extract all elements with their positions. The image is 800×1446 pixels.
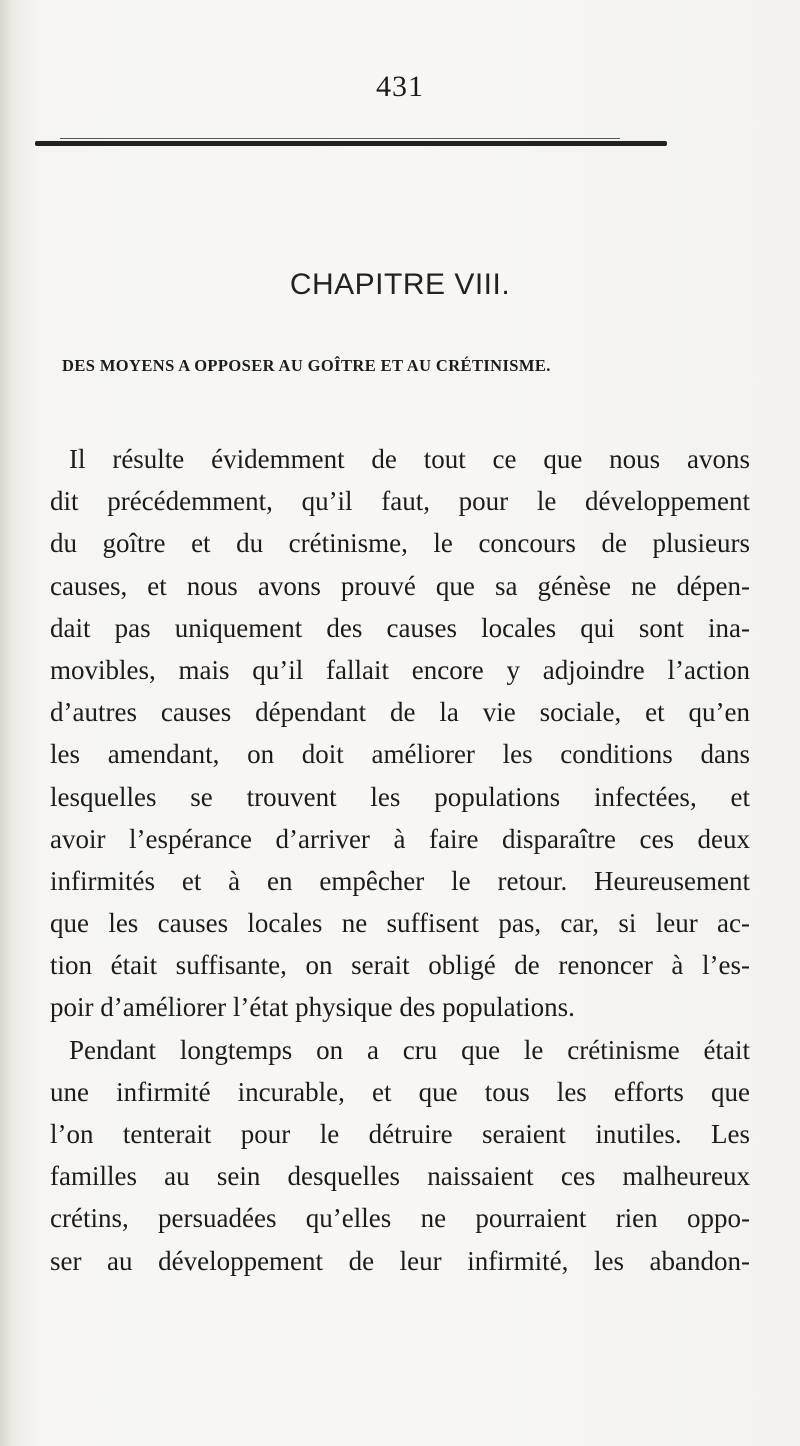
page-number: 431 — [376, 70, 424, 103]
text-line: ser au développement de leur infirmité, les abandon- — [50, 1245, 750, 1276]
text-line: infirmités et à en empêcher le retour. Heureusement — [50, 865, 750, 896]
text-line: du goître et du crétinisme, le concours de plusieurs — [50, 528, 750, 559]
header-rule — [35, 141, 667, 146]
text-line: movibles, mais qu’il fallait encore y adjoindre l’action — [50, 654, 750, 685]
chapter-title: CHAPITRE VIII. — [289, 268, 511, 301]
text-line: Pendant longtemps on a cru que le crétinisme était — [69, 1034, 750, 1065]
header-rule-thin — [60, 138, 620, 139]
text-line: lesquelles se trouvent les populations infectées, et — [50, 781, 750, 812]
text-line: dait pas uniquement des causes locales qui sont ina- — [50, 612, 750, 643]
text-line: les amendant, on doit améliorer les conditions dans — [50, 739, 750, 770]
text-line: familles au sein desquelles naissaient ces malheureux — [50, 1161, 750, 1192]
body-text — [50, 438, 750, 1282]
text-line: que les causes locales ne suffisent pas, car, si leur ac- — [50, 908, 750, 939]
text-line: Il résulte évidemment de tout ce que nous avons — [69, 444, 750, 474]
text-line: d’autres causes dépendant de la vie sociale, et qu’en — [50, 697, 750, 728]
text-line: une infirmité incurable, et que tous les efforts que — [50, 1076, 750, 1107]
text-line: tion était suffisante, on serait obligé de renoncer à l’es- — [50, 950, 750, 981]
text-line: dit précédemment, qu’il faut, pour le développement — [50, 486, 750, 517]
text-line: l’on tenterait pour le détruire seraient inutiles. Les — [50, 1119, 750, 1149]
text-line: causes, et nous avons prouvé que sa génèse ne dépen- — [50, 570, 750, 601]
page-gutter-shadow — [0, 0, 12, 1446]
text-line: avoir l’espérance d’arriver à faire disparaître ces deux — [50, 823, 750, 854]
text-line: crétins, persuadées qu’elles ne pourraient rien oppo- — [50, 1203, 750, 1234]
chapter-subtitle: DES MOYENS A OPPOSER AU GOÎTRE ET AU CRÉTINISME. — [62, 356, 551, 375]
text-line: poir d’améliorer l’état physique des populations. — [50, 992, 575, 1023]
